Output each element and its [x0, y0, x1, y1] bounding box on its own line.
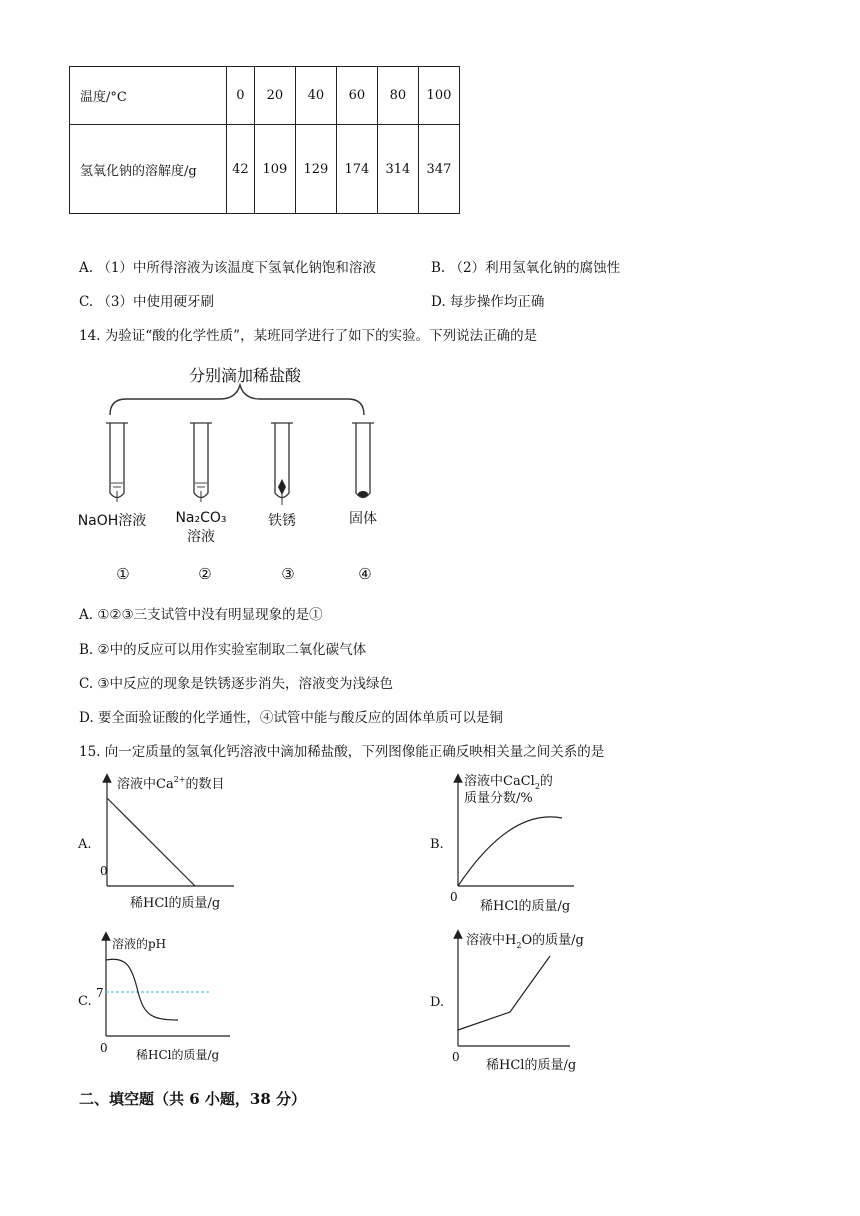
q15-stem: 15. 向一定质量的氢氧化钙溶液中滴加稀盐酸，下列图像能正确反映相关量之间关系的是	[79, 744, 605, 760]
graph-d-xlabel: 稀HCl的质量/g	[486, 1058, 577, 1073]
table-header-temperature: 温度/°C	[70, 67, 227, 125]
tube1-label: NaOH溶液	[77, 513, 147, 529]
graph-a	[70, 768, 250, 918]
tube1-number: ①	[116, 565, 130, 583]
graph-c-xlabel: 稀HCl的质量/g	[136, 1048, 220, 1062]
graph-b-curve	[458, 817, 562, 886]
q14-option-d: D. 要全面验证酸的化学通性，④试管中能与酸反应的固体单质可以是铜	[79, 710, 503, 726]
table-cell-solubility: 42	[227, 125, 255, 214]
test-tube-2	[190, 423, 212, 502]
table-cell-temp: 100	[418, 67, 459, 125]
graph-b-origin: 0	[450, 890, 458, 904]
graph-c-curve	[106, 959, 178, 1020]
graph-b-ylabel-line1: 溶液中CaCl$_2$的	[464, 774, 553, 791]
tube4-label: 固体	[349, 511, 377, 527]
tube4-number: ④	[358, 565, 372, 583]
table-cell-solubility: 109	[254, 125, 295, 214]
table-cell-solubility: 129	[295, 125, 336, 214]
tube3-label: 铁锈	[268, 513, 296, 529]
brace-label: 分别滴加稀盐酸	[188, 366, 302, 385]
graph-d	[420, 928, 600, 1076]
graph-c-ylabel: 溶液的pH	[112, 937, 167, 951]
section-heading: 二、填空题（共 6 小题，38 分）	[79, 1090, 306, 1108]
tube2-label-line1: Na₂CO₃	[175, 510, 227, 526]
table-cell-temp: 60	[336, 67, 377, 125]
q13-option-b: B. （2）利用氢氧化钠的腐蚀性	[431, 260, 621, 276]
table-cell-temp: 80	[377, 67, 418, 125]
table-cell-temp: 20	[254, 67, 295, 125]
tube2-label-line2: 溶液	[187, 529, 215, 545]
table-row-solubility	[70, 125, 460, 214]
graph-a-xlabel: 稀HCl的质量/g	[130, 896, 221, 911]
table-cell-temp: 0	[227, 67, 255, 125]
q13-option-c: C. （3）中使用硬牙刷	[79, 294, 215, 310]
graph-c-letter: C.	[78, 994, 92, 1009]
graph-a-letter: A.	[78, 837, 92, 852]
test-tube-3	[271, 423, 293, 505]
graph-b-letter: B.	[430, 837, 444, 852]
graph-a-ylabel: 溶液中$Ca^{2+}$的数目	[117, 775, 225, 792]
table-row-temperature	[70, 67, 460, 125]
graph-c-ph7-label: 7	[96, 986, 104, 1000]
q14-option-a: A. ①②③三支试管中没有明显现象的是①	[79, 607, 323, 623]
q14-option-b: B. ②中的反应可以用作实验室制取二氧化碳气体	[79, 642, 367, 658]
tube2-number: ②	[198, 565, 212, 583]
graph-b	[420, 768, 600, 918]
test-tube-1	[106, 423, 128, 502]
graph-a-curve	[107, 798, 195, 886]
solubility-table	[69, 66, 460, 214]
table-header-solubility: 氢氧化钠的溶解度/g	[70, 125, 227, 214]
q13-option-d: D. 每步操作均正确	[431, 294, 545, 310]
graph-a-origin: 0	[100, 864, 108, 878]
test-tube-4	[352, 423, 374, 498]
graph-d-letter: D.	[430, 995, 445, 1010]
graph-b-xlabel: 稀HCl的质量/g	[480, 899, 571, 914]
curly-brace	[110, 385, 364, 415]
table-cell-temp: 40	[295, 67, 336, 125]
q14-stem: 14. 为验证“酸的化学性质”，某班同学进行了如下的实验。下列说法正确的是	[79, 328, 538, 344]
table-cell-solubility: 347	[418, 125, 459, 214]
graph-d-origin: 0	[452, 1050, 460, 1064]
graph-b-ylabel-line2: 质量分数/%	[464, 791, 533, 806]
table-cell-solubility: 314	[377, 125, 418, 214]
q13-option-a: A. （1）中所得溶液为该温度下氢氧化钠饱和溶液	[79, 260, 376, 276]
graph-c	[70, 930, 250, 1070]
test-tube-figure	[70, 355, 400, 590]
tube3-number: ③	[281, 565, 295, 583]
graph-c-origin: 0	[100, 1041, 108, 1055]
q14-option-c: C. ③中反应的现象是铁锈逐步消失，溶液变为浅绿色	[79, 676, 394, 692]
graph-d-curve	[458, 956, 550, 1030]
table-cell-solubility: 174	[336, 125, 377, 214]
graph-d-ylabel: 溶液中$H_2O$的质量/g	[466, 933, 584, 950]
